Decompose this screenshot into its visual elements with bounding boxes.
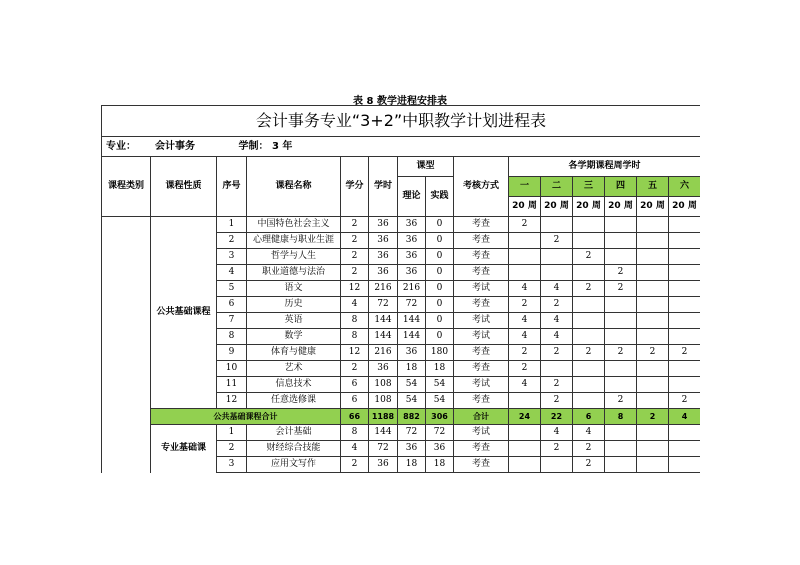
course-semester-5: 2 <box>637 345 669 361</box>
subtotal-semester-5: 2 <box>637 409 669 425</box>
course-seq: 11 <box>217 377 247 393</box>
course-semester-4 <box>605 217 637 233</box>
course-semester-1: 4 <box>509 281 541 297</box>
course-credit: 2 <box>341 233 369 249</box>
header-credit: 学分 <box>341 157 369 217</box>
course-theory: 18 <box>398 361 426 377</box>
course-assessment: 考查 <box>454 297 509 313</box>
course-semester-6 <box>669 425 701 441</box>
course-semester-6 <box>669 457 701 473</box>
course-semester-6 <box>669 377 701 393</box>
course-credit: 6 <box>341 377 369 393</box>
course-semester-4: 2 <box>605 281 637 297</box>
course-semester-4 <box>605 377 637 393</box>
course-semester-3 <box>573 265 605 281</box>
course-credit: 12 <box>341 281 369 297</box>
course-credit: 4 <box>341 297 369 313</box>
course-name: 信息技术 <box>247 377 341 393</box>
table-caption: 表 8 教学进程安排表 <box>353 96 447 107</box>
course-semester-5 <box>637 361 669 377</box>
course-semester-5 <box>637 425 669 441</box>
course-assessment: 考查 <box>454 217 509 233</box>
course-credit: 2 <box>341 217 369 233</box>
course-semester-4 <box>605 233 637 249</box>
course-semester-2: 2 <box>541 297 573 313</box>
course-credit: 6 <box>341 393 369 409</box>
course-practice: 0 <box>426 217 454 233</box>
course-semester-3: 2 <box>573 457 605 473</box>
course-semester-1: 2 <box>509 217 541 233</box>
header-nature: 课程性质 <box>151 157 217 217</box>
course-theory: 54 <box>398 377 426 393</box>
course-credit: 2 <box>341 361 369 377</box>
course-theory: 36 <box>398 441 426 457</box>
course-seq: 3 <box>217 249 247 265</box>
course-theory: 72 <box>398 425 426 441</box>
course-hours: 36 <box>369 233 398 249</box>
course-semester-2 <box>541 457 573 473</box>
course-theory: 36 <box>398 265 426 281</box>
course-practice: 54 <box>426 393 454 409</box>
course-semester-2: 4 <box>541 329 573 345</box>
course-semester-1 <box>509 457 541 473</box>
course-semester-2: 2 <box>541 441 573 457</box>
course-practice: 0 <box>426 297 454 313</box>
header-semester-3: 三 <box>573 177 605 197</box>
course-seq: 9 <box>217 345 247 361</box>
header-semester-1: 一 <box>509 177 541 197</box>
course-theory: 18 <box>398 457 426 473</box>
course-semester-3 <box>573 393 605 409</box>
course-semester-4: 2 <box>605 393 637 409</box>
course-assessment: 考试 <box>454 313 509 329</box>
course-theory: 36 <box>398 233 426 249</box>
course-hours: 144 <box>369 329 398 345</box>
course-theory: 216 <box>398 281 426 297</box>
course-semester-5 <box>637 217 669 233</box>
course-credit: 2 <box>341 457 369 473</box>
course-hours: 72 <box>369 441 398 457</box>
course-semester-3 <box>573 361 605 377</box>
course-credit: 8 <box>341 313 369 329</box>
course-theory: 36 <box>398 217 426 233</box>
course-semester-4: 2 <box>605 345 637 361</box>
course-semester-5 <box>637 249 669 265</box>
course-semester-1: 2 <box>509 361 541 377</box>
course-hours: 36 <box>369 265 398 281</box>
course-semester-4 <box>605 249 637 265</box>
course-semester-2: 4 <box>541 313 573 329</box>
course-credit: 2 <box>341 249 369 265</box>
course-semester-3 <box>573 377 605 393</box>
course-semester-3: 4 <box>573 425 605 441</box>
header-semester-2: 二 <box>541 177 573 197</box>
course-hours: 144 <box>369 425 398 441</box>
course-semester-1: 2 <box>509 297 541 313</box>
course-name: 哲学与人生 <box>247 249 341 265</box>
course-semester-5 <box>637 281 669 297</box>
course-semester-5 <box>637 393 669 409</box>
header-hours: 学时 <box>369 157 398 217</box>
course-name: 财经综合技能 <box>247 441 341 457</box>
course-semester-1 <box>509 441 541 457</box>
course-name: 心理健康与职业生涯 <box>247 233 341 249</box>
course-hours: 108 <box>369 377 398 393</box>
system-label: 学制： <box>238 140 269 152</box>
course-semester-5 <box>637 457 669 473</box>
course-semester-5 <box>637 441 669 457</box>
course-semester-5 <box>637 329 669 345</box>
course-assessment: 考查 <box>454 233 509 249</box>
course-name: 应用文写作 <box>247 457 341 473</box>
course-practice: 0 <box>426 265 454 281</box>
course-name: 英语 <box>247 313 341 329</box>
header-hours-type: 课型 <box>398 157 454 177</box>
course-semester-4 <box>605 441 637 457</box>
course-assessment: 考试 <box>454 425 509 441</box>
course-seq: 2 <box>217 441 247 457</box>
course-practice: 18 <box>426 457 454 473</box>
course-semester-6 <box>669 281 701 297</box>
course-assessment: 考试 <box>454 329 509 345</box>
course-practice: 180 <box>426 345 454 361</box>
course-semester-2: 2 <box>541 377 573 393</box>
course-practice: 0 <box>426 233 454 249</box>
course-semester-4 <box>605 313 637 329</box>
course-theory: 36 <box>398 249 426 265</box>
header-weeks-1: 20 周 <box>509 197 541 217</box>
course-practice: 0 <box>426 249 454 265</box>
major-info <box>102 137 701 157</box>
header-weeks-4: 20 周 <box>605 197 637 217</box>
course-assessment: 考试 <box>454 281 509 297</box>
teaching-plan-table <box>101 105 700 473</box>
course-semester-2 <box>541 361 573 377</box>
group-professional-courses: 专业基础课 <box>151 425 217 473</box>
course-practice: 0 <box>426 281 454 297</box>
course-theory: 144 <box>398 329 426 345</box>
header-semester-5: 五 <box>637 177 669 197</box>
course-semester-1: 4 <box>509 313 541 329</box>
course-theory: 72 <box>398 297 426 313</box>
course-semester-1: 4 <box>509 377 541 393</box>
course-semester-3 <box>573 217 605 233</box>
course-seq: 4 <box>217 265 247 281</box>
course-hours: 72 <box>369 297 398 313</box>
course-semester-2 <box>541 249 573 265</box>
subtotal-assessment: 合计 <box>454 409 509 425</box>
course-seq: 2 <box>217 233 247 249</box>
header-semester-6: 六 <box>669 177 701 197</box>
course-semester-1 <box>509 265 541 281</box>
subtotal-label: 公共基础课程合计 <box>151 409 341 425</box>
course-hours: 144 <box>369 313 398 329</box>
teaching-plan-table-frame <box>101 105 700 480</box>
course-seq: 1 <box>217 217 247 233</box>
course-semester-1 <box>509 425 541 441</box>
course-name: 艺术 <box>247 361 341 377</box>
subtotal-hours: 1188 <box>369 409 398 425</box>
system-value: 3 年 <box>271 140 293 152</box>
subtotal-semester-4: 8 <box>605 409 637 425</box>
header-weeks-5: 20 周 <box>637 197 669 217</box>
header-category: 课程类别 <box>102 157 151 217</box>
course-semester-6: 2 <box>669 393 701 409</box>
course-semester-1 <box>509 233 541 249</box>
course-semester-3 <box>573 313 605 329</box>
course-practice: 18 <box>426 361 454 377</box>
major-label: 专业： <box>106 140 136 152</box>
group-public-courses: 公共基础课程 <box>151 217 217 409</box>
table-title: 会计事务专业“3+2”中职教学计划进程表 <box>102 106 701 137</box>
course-practice: 0 <box>426 313 454 329</box>
course-semester-6 <box>669 249 701 265</box>
course-practice: 72 <box>426 425 454 441</box>
subtotal-semester-3: 6 <box>573 409 605 425</box>
course-semester-2: 2 <box>541 393 573 409</box>
course-name: 中国特色社会主义 <box>247 217 341 233</box>
course-theory: 144 <box>398 313 426 329</box>
course-semester-6 <box>669 233 701 249</box>
course-semester-6 <box>669 441 701 457</box>
subtotal-semester-6: 4 <box>669 409 701 425</box>
course-seq: 6 <box>217 297 247 313</box>
course-hours: 36 <box>369 217 398 233</box>
header-semester-4: 四 <box>605 177 637 197</box>
course-credit: 2 <box>341 265 369 281</box>
course-semester-3: 2 <box>573 249 605 265</box>
course-name: 历史 <box>247 297 341 313</box>
course-practice: 54 <box>426 377 454 393</box>
course-seq: 7 <box>217 313 247 329</box>
course-semester-3: 2 <box>573 441 605 457</box>
course-semester-4: 2 <box>605 265 637 281</box>
course-credit: 12 <box>341 345 369 361</box>
course-name: 体育与健康 <box>247 345 341 361</box>
course-assessment: 考查 <box>454 249 509 265</box>
course-assessment: 考查 <box>454 457 509 473</box>
course-seq: 8 <box>217 329 247 345</box>
course-credit: 4 <box>341 441 369 457</box>
course-semester-4 <box>605 361 637 377</box>
course-semester-1: 2 <box>509 345 541 361</box>
course-semester-2: 4 <box>541 425 573 441</box>
course-assessment: 考查 <box>454 393 509 409</box>
course-semester-4 <box>605 425 637 441</box>
course-credit: 8 <box>341 425 369 441</box>
subtotal-semester-2: 22 <box>541 409 573 425</box>
table-row <box>102 425 701 441</box>
course-semester-6 <box>669 265 701 281</box>
course-semester-2 <box>541 217 573 233</box>
course-semester-3 <box>573 329 605 345</box>
course-semester-6 <box>669 217 701 233</box>
course-hours: 216 <box>369 345 398 361</box>
subtotal-practice: 306 <box>426 409 454 425</box>
course-assessment: 考查 <box>454 361 509 377</box>
course-semester-3: 2 <box>573 281 605 297</box>
header-name: 课程名称 <box>247 157 341 217</box>
course-practice: 36 <box>426 441 454 457</box>
course-assessment: 考查 <box>454 265 509 281</box>
course-semester-3 <box>573 297 605 313</box>
header-semester-weeks: 各学期课程周学时 <box>509 157 701 177</box>
course-semester-3: 2 <box>573 345 605 361</box>
header-practice: 实践 <box>426 177 454 217</box>
subtotal-credit: 66 <box>341 409 369 425</box>
header-weeks-2: 20 周 <box>541 197 573 217</box>
course-semester-5 <box>637 233 669 249</box>
course-hours: 36 <box>369 361 398 377</box>
course-semester-4 <box>605 457 637 473</box>
course-credit: 8 <box>341 329 369 345</box>
course-assessment: 考试 <box>454 377 509 393</box>
course-semester-2: 2 <box>541 233 573 249</box>
course-name: 任意选修课 <box>247 393 341 409</box>
course-semester-2: 4 <box>541 281 573 297</box>
header-weeks-6: 20 周 <box>669 197 701 217</box>
course-semester-3 <box>573 233 605 249</box>
course-assessment: 考查 <box>454 345 509 361</box>
course-semester-6: 2 <box>669 345 701 361</box>
course-name: 职业道德与法治 <box>247 265 341 281</box>
course-seq: 1 <box>217 425 247 441</box>
subtotal-theory: 882 <box>398 409 426 425</box>
table-row <box>102 217 701 233</box>
major-value: 会计事务 <box>154 140 195 152</box>
category-cell <box>102 217 151 473</box>
course-semester-5 <box>637 297 669 313</box>
course-hours: 108 <box>369 393 398 409</box>
course-semester-1: 4 <box>509 329 541 345</box>
course-semester-6 <box>669 329 701 345</box>
course-semester-4 <box>605 297 637 313</box>
course-name: 语文 <box>247 281 341 297</box>
course-practice: 0 <box>426 329 454 345</box>
course-hours: 36 <box>369 457 398 473</box>
course-seq: 12 <box>217 393 247 409</box>
header-seq: 序号 <box>217 157 247 217</box>
subtotal-row <box>102 409 701 425</box>
header-theory: 理论 <box>398 177 426 217</box>
course-semester-5 <box>637 377 669 393</box>
course-semester-1 <box>509 393 541 409</box>
course-seq: 10 <box>217 361 247 377</box>
course-theory: 54 <box>398 393 426 409</box>
course-semester-6 <box>669 313 701 329</box>
course-semester-6 <box>669 297 701 313</box>
header-weeks-3: 20 周 <box>573 197 605 217</box>
course-name: 会计基础 <box>247 425 341 441</box>
course-theory: 36 <box>398 345 426 361</box>
course-semester-2: 2 <box>541 345 573 361</box>
course-semester-4 <box>605 329 637 345</box>
header-assessment: 考核方式 <box>454 157 509 217</box>
subtotal-semester-1: 24 <box>509 409 541 425</box>
course-hours: 216 <box>369 281 398 297</box>
course-semester-5 <box>637 313 669 329</box>
course-semester-2 <box>541 265 573 281</box>
course-assessment: 考查 <box>454 441 509 457</box>
course-seq: 5 <box>217 281 247 297</box>
course-semester-5 <box>637 265 669 281</box>
course-semester-6 <box>669 361 701 377</box>
course-hours: 36 <box>369 249 398 265</box>
course-seq: 3 <box>217 457 247 473</box>
course-semester-1 <box>509 249 541 265</box>
course-name: 数学 <box>247 329 341 345</box>
